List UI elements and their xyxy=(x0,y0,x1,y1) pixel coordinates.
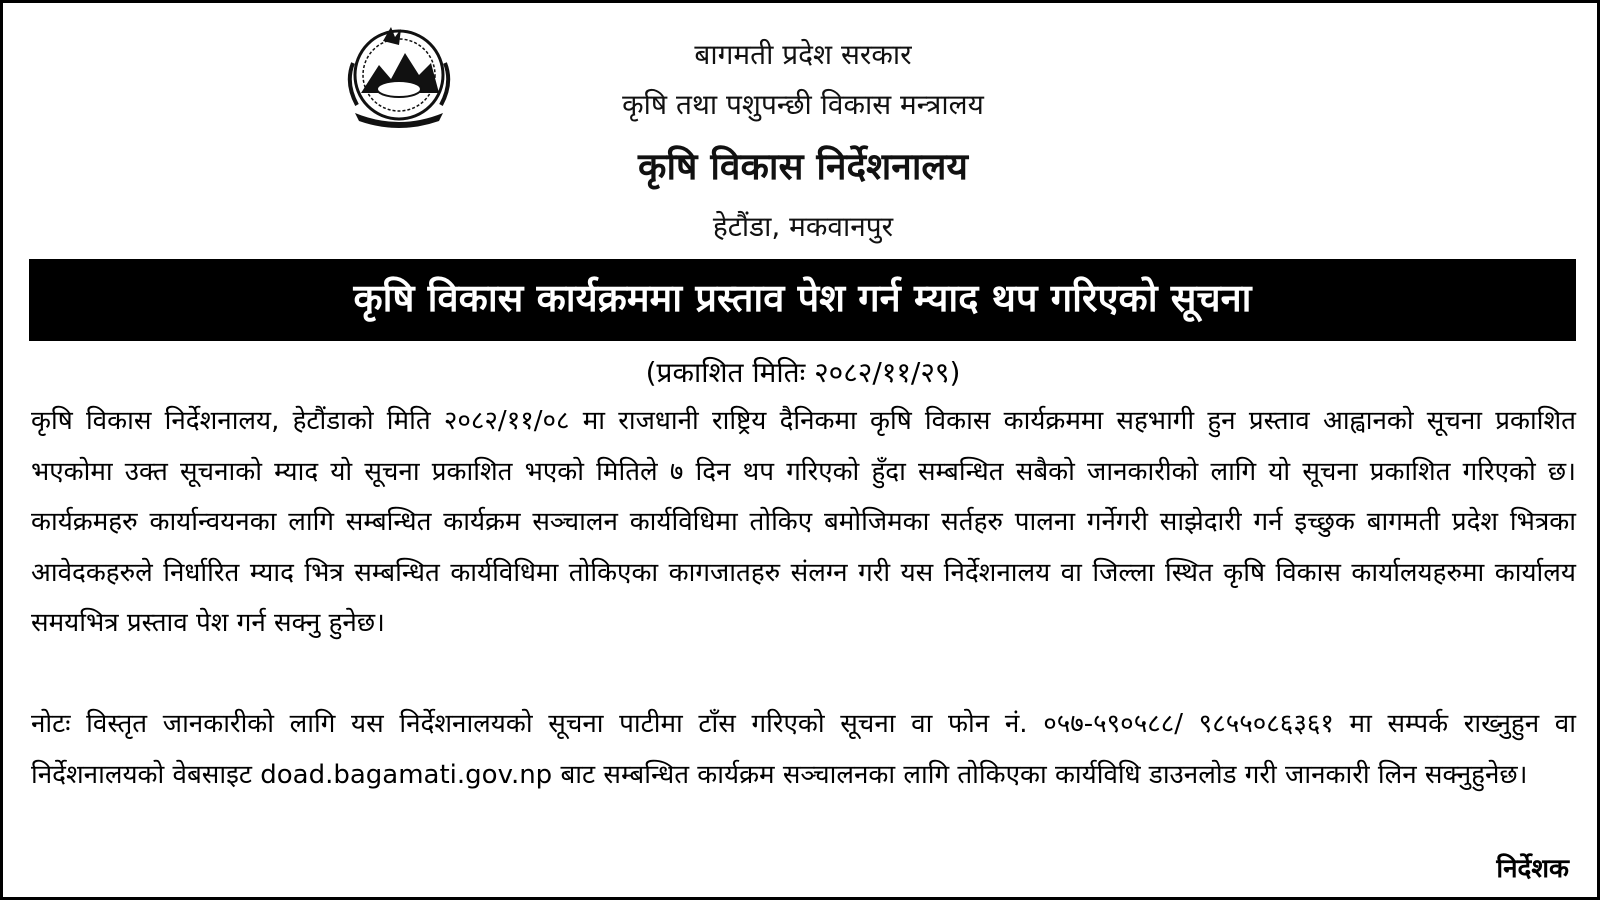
notice-title: कृषि विकास कार्यक्रममा प्रस्ताव पेश गर्न म्याद थप गरिएको सूचना xyxy=(29,259,1576,341)
notice-body: कृषि विकास निर्देशनालय, हेटौंडाको मिति २०८२/११/०८ मा राजधानी राष्ट्रिय दैनिकमा कृषि विकास कार्यक्रममा सहभागी हुन प्रस्ताव आह्वानको सूचना प्रकाशित भएकोमा उक्त सूचनाको म्याद यो सूचना प्रकाशित भएको मितिले ७ दिन थप गरिएको हुँदा सम्बन्धित सबैको जानकारीको लागि यो सूचना प्रकाशित गरिएको छ। कार्यक्रमहरु कार्यान्वयनका लागि सम्बन्धित कार्यक्रम सञ्चालन कार्यविधिमा तोकिए बमोजिमका सर्तहरु पालना गर्नेगरी साझेदारी गर्न इच्छुक बागमती प्रदेश भित्रका आवेदकहरुले निर्धारित म्याद भित्र सम्बन्धित कार्यविधिमा तोकिएका कागजातहरु संलग्न गरी यस निर्देशनालय वा जिल्ला स्थित कृषि विकास कार्यालयहरुमा कार्यालय समयभित्र प्रस्ताव पेश गर्न सक्नु हुनेछ। xyxy=(31,406,1576,638)
government-name: बागमती प्रदेश सरकार xyxy=(694,38,912,71)
notice-note: नोटः विस्तृत जानकारीको लागि यस निर्देशनालयको सूचना पाटीमा टाँस गरिएको सूचना वा फोन नं. ०५७-५९०५८८/ ९८५५०८६३६१ मा सम्पर्क राख्नुहुन वा निर्देशनालयको वेबसाइट doad.bagamati.gov.np बाट सम्बन्धित कार्यक्रम सञ्चालनका लागि तोकिएका कार्यविधि डाउनलोड गरी जानकारी लिन सक्नुहुनेछ। xyxy=(31,709,1576,790)
ministry-name: कृषि तथा पशुपन्छी विकास मन्त्रालय xyxy=(622,88,984,121)
signature: निर्देशक xyxy=(1496,854,1569,884)
directorate-name: कृषि विकास निर्देशनालय xyxy=(638,145,968,188)
office-location: हेटौंडा, मकवानपुर xyxy=(712,210,894,243)
published-date: (प्रकाशित मितिः २०८२/११/२९) xyxy=(645,356,961,389)
